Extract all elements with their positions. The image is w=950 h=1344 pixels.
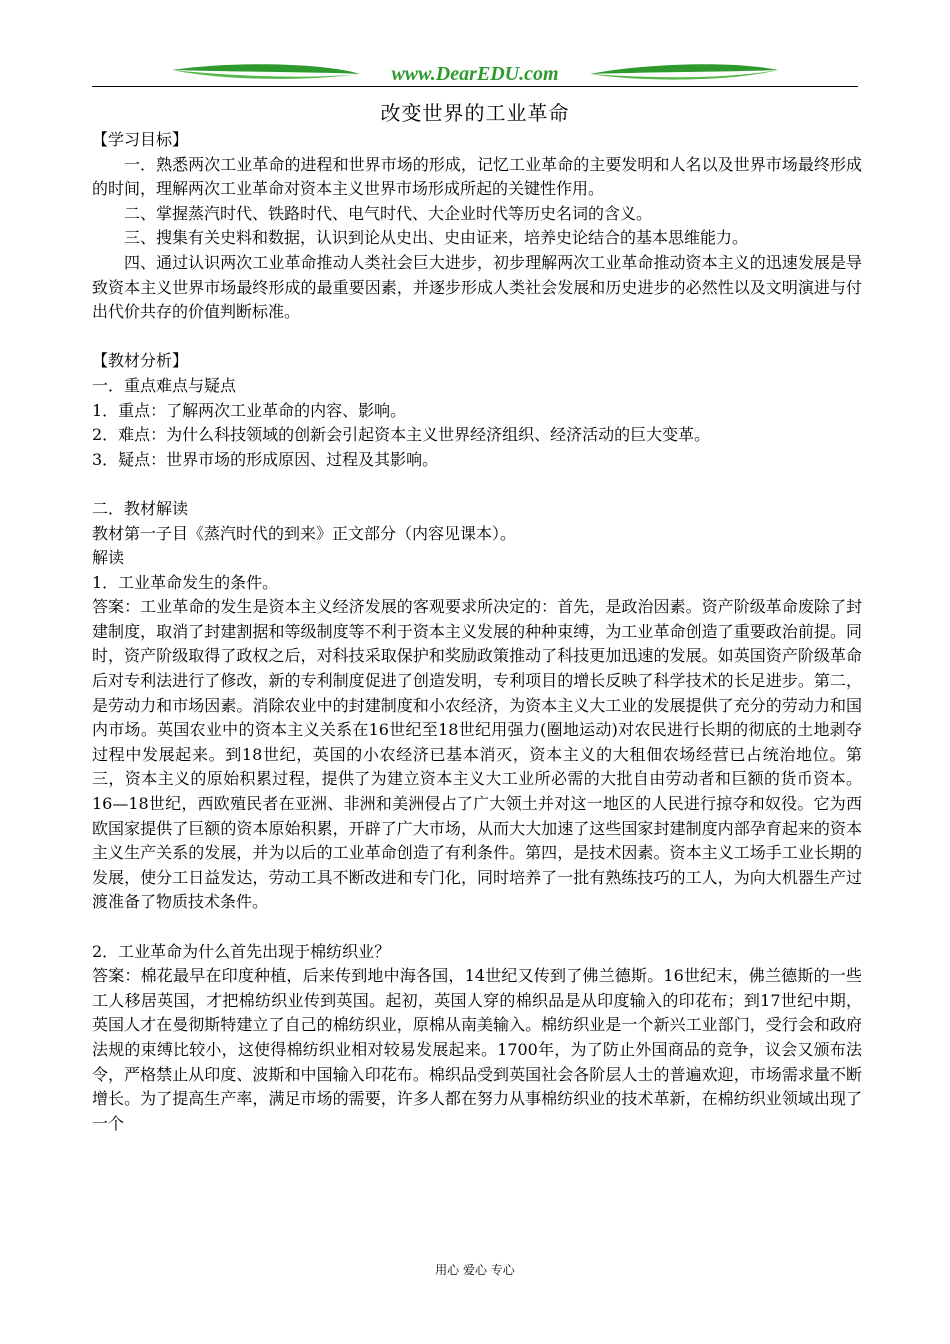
answer-2: 答案：棉花最早在印度种植，后来传到地中海各国，14世纪又传到了佛兰德斯。16世纪末，佛兰德斯的一些工人移居英国，才把棉纺织业传到英国。起初，英国人穿的棉织品是从印度输入的印花布；到17世纪中期，英国人才在曼彻斯特建立了自己的棉纺织业，原棉从南美输入。棉纺织业是一个新兴工业部门，受行会和政府法规的束缚比较小，这使得棉纺织业相对较易发展起来。1700年，为了防止外国商品的竞争，议会又颁布法令，严格禁止从印度、波斯和中国输入印花布。棉织品受到英国社会各阶层人士的普遍欢迎，市场需求量不断增长。为了提高生产率，满足市场的需要，许多人都在努力从事棉纺织业的技术革新，在棉纺织业领域出现了一个 <box>92 966 862 1133</box>
site-header-banner <box>0 58 950 94</box>
key-point-2: 2．难点：为什么科技领域的创新会引起资本主义世界经济组织、经济活动的巨大变革。 <box>92 425 711 445</box>
goal-paragraph-2: 二、掌握蒸汽时代、铁路时代、电气时代、大企业时代等历史名词的含义。 <box>124 203 653 223</box>
document-body <box>92 128 862 1136</box>
page-footer: 用心 爱心 专心 <box>435 1263 515 1277</box>
spacer <box>92 472 862 497</box>
reading-label: 解读 <box>92 548 125 568</box>
goal-paragraph-4: 四、通过认识两次工业革命推动人类社会巨大进步，初步理解两次工业革命推动资本主义的迅速发展是导致资本主义世界市场最终形成的最重要因素，并逐步形成人类社会发展和历史进步的必然性以及文明演进与付出代价共存的价值判断标准。 <box>92 252 862 322</box>
question-2: 2．工业革命为什么首先出现于棉纺织业？ <box>92 941 391 961</box>
document-title: 改变世界的工业革命 <box>380 101 570 125</box>
analysis-heading: 【教材分析】 <box>92 351 189 371</box>
logo-text: www.DearEDU.com <box>391 63 559 85</box>
header-rule <box>92 86 858 87</box>
goal-paragraph-1: 一．熟悉两次工业革命的进程和世界市场的形成，记忆工业革命的主要发明和人名以及世界市场最终形成的时间，理解两次工业革命对资本主义世界市场形成所起的关键性作用。 <box>92 154 862 199</box>
goal-paragraph-3: 三、搜集有关史料和数据，认识到论从史出、史由证来，培养史论结合的基本思维能力。 <box>124 228 749 248</box>
key-point-1: 1．重点：了解两次工业革命的内容、影响。 <box>92 400 407 420</box>
answer-1: 答案：工业革命的发生是资本主义经济发展的客观要求所决定的：首先，是政治因素。资产阶级革命废除了封建制度，取消了封建割据和等级制度等不利于资本主义发展的种种束缚，为工业革命创造了重要政治前提。同时，资产阶级取得了政权之后，对科技采取保护和奖励政策推动了科技更加迅速的发展。如英国资产阶级革命后对专利法进行了修改，新的专利制度促进了创造发明，专利项目的增长反映了科学技术的长足进步。第二，是劳动力和市场因素。消除农业中的封建制度和小农经济，为资本主义大工业的发展提供了充分的劳动力和国内市场。英国农业中的资本主义关系在16世纪至18世纪用强力(圈地运动)对农民进行长期的彻底的土地剥夺过程中发展起来。到18世纪，英国的小农经济已基本消灭，资本主义的大租佃农场经营已占统治地位。第三，资本主义的原始积累过程，提供了为建立资本主义大工业所必需的大批自由劳动者和巨额的货币资本。16—18世纪，西欧殖民者在亚洲、非洲和美洲侵占了广大领土并对这一地区的人民进行掠夺和奴役。它为西欧国家提供了巨额的资本原始积累，开辟了广大市场，从而大大加速了这些国家封建制度内部孕育起来的资本主义生产关系的发展，并为以后的工业革命创造了有利条件。第四，是技术因素。资本主义工场手工业长期的发展，使分工日益发达，劳动工具不断改进和专门化，同时培养了一批有熟练技巧的工人，为向大机器生产过渡准备了物质技术条件。 <box>92 597 862 912</box>
spacer <box>92 325 862 350</box>
leaf-swoosh-logo <box>0 58 950 94</box>
reading-intro: 教材第一子目《蒸汽时代的到来》正文部分（内容见课本）。 <box>92 523 517 543</box>
spacer <box>92 915 862 940</box>
question-1: 1．工业革命发生的条件。 <box>92 572 279 592</box>
key-point-3: 3．疑点：世界市场的形成原因、过程及其影响。 <box>92 449 439 469</box>
analysis-subheading-2: 二．教材解读 <box>92 498 189 518</box>
goals-heading: 【学习目标】 <box>92 130 189 149</box>
analysis-subheading-1: 一．重点难点与疑点 <box>92 375 237 395</box>
